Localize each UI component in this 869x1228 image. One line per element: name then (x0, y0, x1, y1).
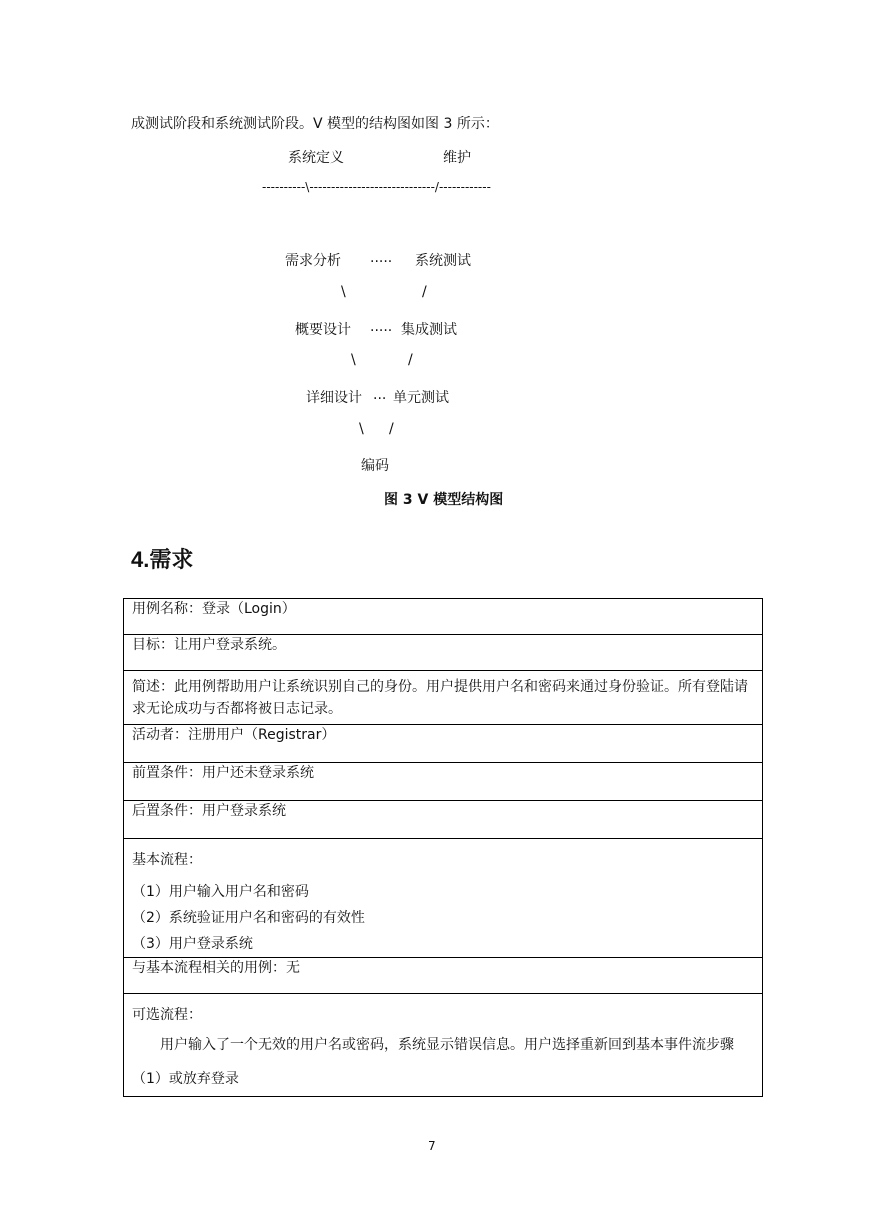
diagram-slash-3: / (389, 421, 394, 437)
diagram-maintenance: 维护 (443, 150, 471, 166)
intro-paragraph: 成测试阶段和系统测试阶段。V 模型的结构图如图 3 所示： (131, 116, 499, 132)
page-number: 7 (428, 1139, 436, 1153)
diagram-dots-2: ..... (370, 319, 393, 335)
use-case-goal: 目标：让用户登录系统。 (124, 635, 763, 671)
table-row (124, 994, 763, 1097)
diagram-coding: 编码 (361, 458, 389, 474)
diagram-requirements-analysis: 需求分析 (285, 253, 341, 269)
table-row (124, 801, 763, 839)
alt-flow-text: 用户输入了一个无效的用户名或密码，系统显示错误信息。用户选择重新回到基本事件流步骤（1）或放弃登录 (132, 1037, 734, 1087)
use-case-related: 与基本流程相关的用例：无 (124, 958, 763, 994)
diagram-unit-testing: 单元测试 (393, 390, 449, 406)
diagram-backslash-2: \ (351, 352, 356, 368)
basic-flow-step: （1）用户输入用户名和密码 (132, 884, 309, 900)
figure-caption: 图 3 V 模型结构图 (384, 492, 504, 508)
diagram-dots-1: ..... (370, 250, 393, 266)
diagram-system-definition: 系统定义 (288, 150, 344, 166)
alt-flow-title: 可选流程： (132, 1007, 202, 1023)
basic-flow-title: 基本流程： (132, 852, 202, 868)
diagram-detailed-design: 详细设计 (306, 390, 362, 406)
use-case-summary: 简述：此用例帮助用户让系统识别自己的身份。用户提供用户名和密码来通过身份验证。所有登陆请求无论成功与否都将被日志记录。 (124, 671, 763, 725)
table-row (124, 599, 763, 635)
diagram-dots-3: ... (373, 387, 387, 403)
table-row (124, 839, 763, 958)
table-row (124, 958, 763, 994)
section-heading: 4.需求 (131, 547, 194, 572)
use-case-basic-flow (124, 839, 763, 958)
diagram-system-testing: 系统测试 (415, 253, 471, 269)
use-case-alt-flow (124, 994, 763, 1097)
use-case-name: 用例名称：登录（Login） (124, 599, 763, 635)
table-row (124, 763, 763, 801)
use-case-postcondition: 后置条件：用户登录系统 (124, 801, 763, 839)
basic-flow-step: （3）用户登录系统 (132, 936, 253, 952)
diagram-dashed-line: ----------\-----------------------------/------------ (262, 180, 491, 194)
use-case-table (123, 598, 763, 1097)
diagram-backslash-3: \ (359, 421, 364, 437)
diagram-slash-1: / (422, 284, 427, 300)
diagram-outline-design: 概要设计 (295, 322, 351, 338)
diagram-slash-2: / (408, 352, 413, 368)
use-case-actor: 活动者：注册用户（Registrar） (124, 725, 763, 763)
diagram-integration-testing: 集成测试 (401, 322, 457, 338)
basic-flow-step: （2）系统验证用户名和密码的有效性 (132, 910, 365, 926)
use-case-precondition: 前置条件：用户还未登录系统 (124, 763, 763, 801)
diagram-backslash-1: \ (341, 284, 346, 300)
table-row (124, 725, 763, 763)
table-row (124, 671, 763, 725)
table-row (124, 635, 763, 671)
